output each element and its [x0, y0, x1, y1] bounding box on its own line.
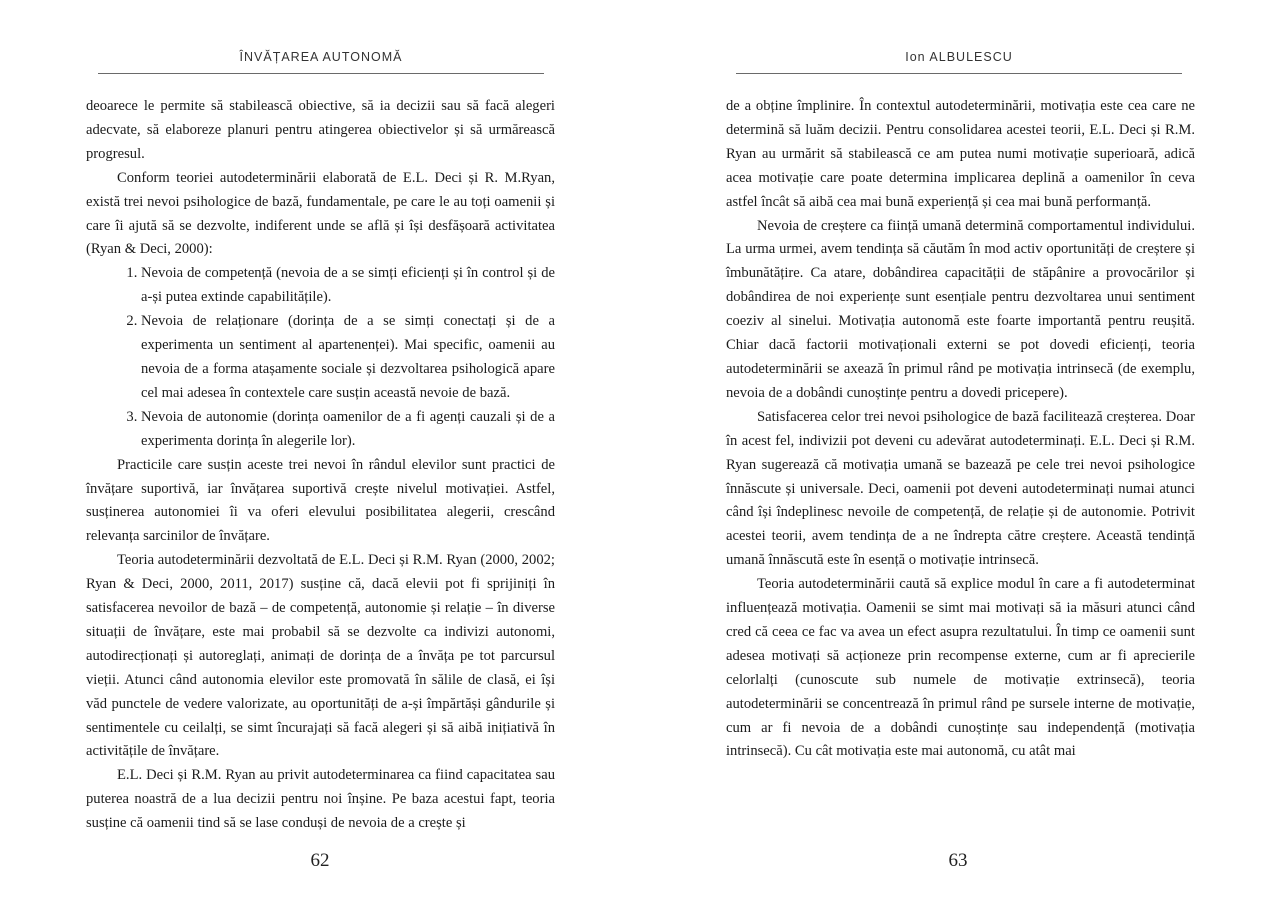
paragraph: Conform teoriei autodeterminării elaborată de E.L. Deci și R. M.Ryan, există trei nevoi psihologice de bază, fundamentale, pe care le au toți oamenii și care îi ajută să se dezvolte, indiferent unde se află și își desfășoară activitatea (Ryan & Deci, 2000):: [86, 169, 555, 258]
list-item: 3. Nevoia de autonomie (dorința oamenilor de a fi agenți cauzali și de a experimenta dorința în alegerile lor).: [141, 406, 555, 454]
page-number: 63: [948, 850, 968, 871]
right-page: [640, 0, 1280, 911]
paragraph: deoarece le permite să stabilească obiective, să ia decizii sau să facă alegeri adecvate, să elaboreze planuri pentru atingerea obiectivelor și să urmărească progresul.: [86, 98, 555, 162]
paragraph: Teoria autodeterminării caută să explice modul în care a fi autodeterminat influențează motivația. Oamenii se simt mai motivați să ia măsuri atunci când cred că ceea ce fac va avea un efect asupra rezultatului. În timp ce oamenii sunt adesea motivați să acționeze prin recompense externe, cum ar fi aprecierile celorlalți (cunoscute sub numele de motivație extrinsecă), teoria autodeterminării se concentrează în primul rând pe sursele interne de motivație, cum ar fi nevoia de a dobândi cunoștințe sau independență (motivația intrinsecă). Cu cât motivația este mai autonomă, cu atât mai: [726, 576, 1195, 760]
page-number: 62: [310, 850, 330, 871]
header-rule: [736, 73, 1182, 74]
paragraph: Practicile care susțin aceste trei nevoi în rândul elevilor sunt practici de învățare suportivă, iar învățarea suportivă crește nivelul motivației. Astfel, susținerea autonomiei îi va oferi elevului posibilitatea alegerii, crescând relevanța sarcinilor de învățare.: [86, 456, 555, 545]
body-text: [726, 95, 1195, 764]
paragraph: E.L. Deci și R.M. Ryan au privit autodeterminarea ca fiind capacitatea sau puterea noastră de a lua decizii pentru noi înșine. Pe baza acestui fapt, teoria susține că oamenii tind să se lase conduși de nevoia de a crește și: [86, 767, 555, 832]
list-item: 1. Nevoia de competență (nevoia de a se simți eficienți și în control și de a-și putea extinde capabilitățile).: [141, 262, 555, 310]
running-header: Ion ALBULESCU: [905, 50, 1013, 64]
paragraph: Teoria autodeterminării dezvoltată de E.L. Deci și R.M. Ryan (2000, 2002; Ryan & Deci, 2000, 2011, 2017) susține că, dacă elevii pot fi sprijiniți în satisfacerea nevoilor de bază – de competență, autonomie și relație – în diverse situații de învățare, este mai probabil să se dezvolte ca indivizi autonomi, autodirecționați și autoreglați, animați de dorința de a învăța pe tot parcursul vieții. Atunci când autonomia elevilor este promovată în sălile de clasă, ei își văd punctele de vedere valorizate, au oportunități de a-și împărtăși gândurile și sentimentele cu ceilalți, se simt încurajați să facă alegeri și să aibă inițiativă în activitățile de învățare.: [86, 552, 555, 760]
paragraph: de a obține împlinire. În contextul autodeterminării, motivația este cea care ne determină să luăm decizii. Pentru consolidarea acestei teorii, E.L. Deci și R.M. Ryan au urmărit să stabilească ce am putea numi motivație superioară, adică acea motivație care poate determina implicarea deplină a oamenilor în ceva astfel încât să aibă cea mai bună experiență și cea mai bună performanță.: [726, 98, 1195, 210]
body-text: [86, 95, 555, 836]
header-rule: [98, 73, 544, 74]
list-item: 2. Nevoia de relaționare (dorința de a se simți conectați și de a experimenta un sentiment al apartenenței). Mai specific, oamenii au nevoia de a forma atașamente sociale și dezvoltarea psihologică apare cel mai adesea în contextele care susțin această nevoie de bază.: [141, 310, 555, 406]
running-header: ÎNVĂȚAREA AUTONOMĂ: [239, 50, 403, 64]
numbered-list: [86, 262, 555, 453]
paragraph: Satisfacerea celor trei nevoi psihologice de bază facilitează creșterea. Doar în acest fel, indivizii pot deveni cu adevărat autodeterminați. E.L. Deci și R.M. Ryan sugerează că motivația umană se bazează pe cele trei nevoi psihologice înnăscute și universale. Deci, oamenii pot deveni autodeterminați numai atunci când își îndeplinesc nevoile de competență, de relație și de autonomie. Potrivit acestei teorii, avem tendința de a ne îndrepta către creștere. Această tendință umană înnăscută este în esență o motivație intrinsecă.: [726, 408, 1195, 569]
paragraph: Nevoia de creștere ca ființă umană determină comportamentul individului. La urma urmei, avem tendința să căutăm în mod activ oportunități de creștere și îmbunătățire. Ca atare, dobândirea capacității de stăpânire a provocărilor și dobândirea de noi experiențe sunt esențiale pentru dezvoltarea unui sentiment coeziv al sinelui. Motivația autonomă este foarte importantă pentru reușită. Chiar dacă factorii motivaționali externi se pot dovedi eficienți, teoria autodeterminării se axează în primul rând pe motivația intrinsecă (de exemplu, nevoia de a dobândi cunoștințe pentru a dovedi pricepere).: [726, 217, 1195, 401]
